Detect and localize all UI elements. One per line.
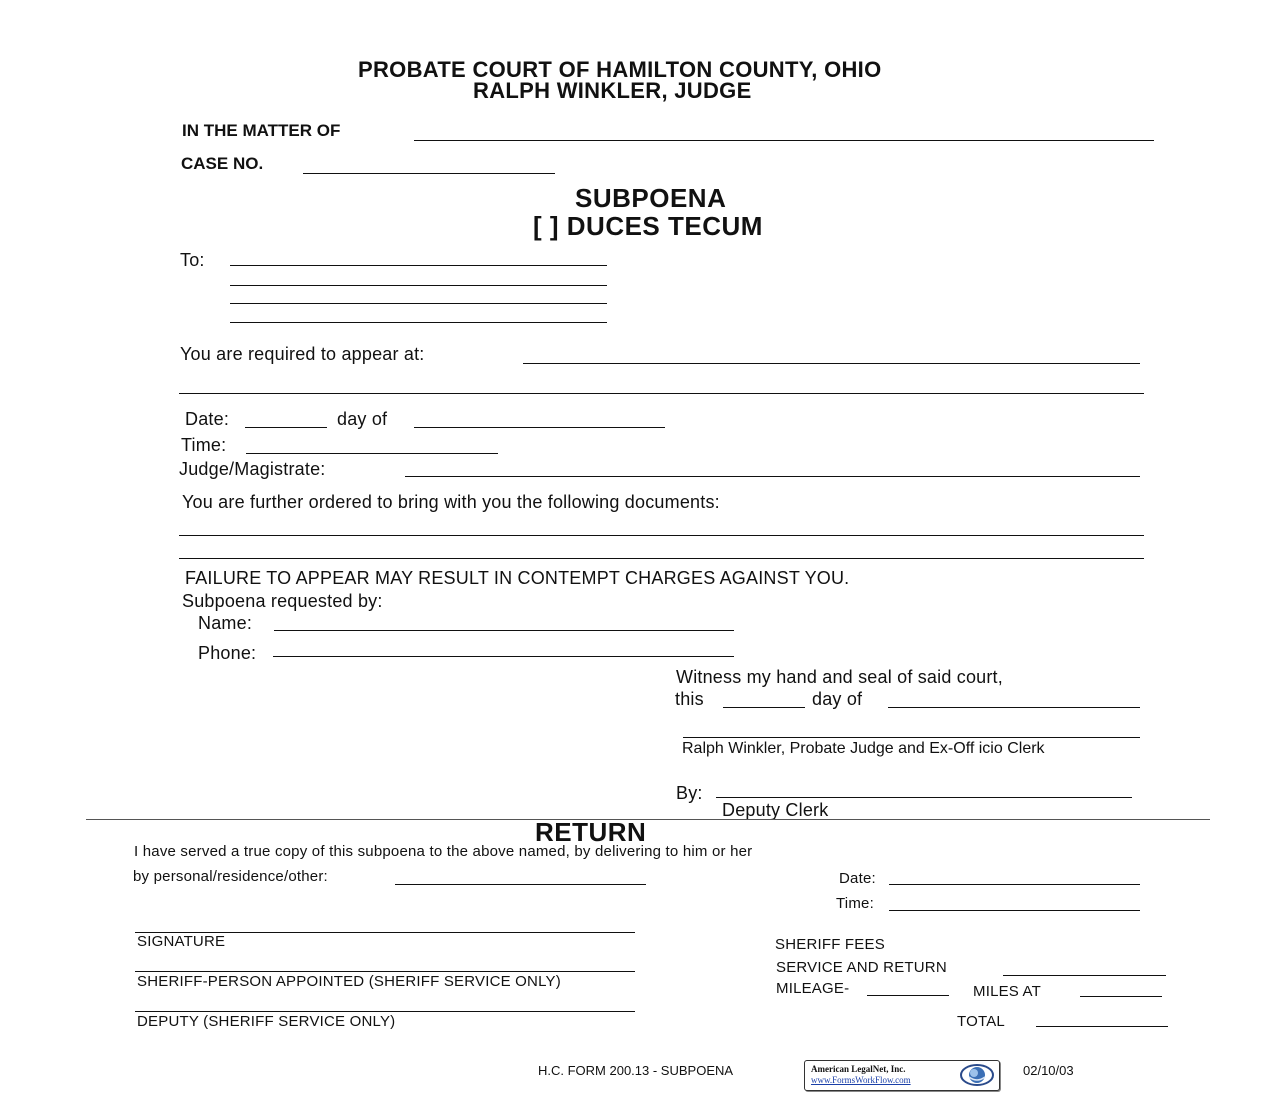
deputy-field[interactable] (135, 1011, 635, 1012)
to-line-1[interactable] (230, 265, 607, 266)
logo-company-name: American LegalNet, Inc. (811, 1064, 906, 1074)
time-label: Time: (181, 435, 227, 455)
globe-icon (959, 1063, 995, 1087)
to-line-4[interactable] (230, 322, 607, 323)
return-time-label: Time: (836, 895, 874, 912)
appear-label: You are required to appear at: (180, 344, 425, 364)
witness-month-field[interactable] (888, 707, 1140, 708)
sheriff-person-label: SHERIFF-PERSON APPOINTED (SHERIFF SERVICE ONLY) (137, 973, 561, 990)
deputy-label: DEPUTY (SHERIFF SERVICE ONLY) (137, 1013, 396, 1030)
to-line-2[interactable] (230, 285, 607, 286)
to-label: To: (180, 250, 205, 270)
appear-field[interactable] (523, 363, 1140, 364)
section-divider (86, 819, 1210, 820)
form-date: 02/10/03 (1023, 1063, 1074, 1078)
witness-day-of-label: day of (812, 689, 863, 709)
judge-signer-label: Ralph Winkler, Probate Judge and Ex-Off icio Clerk (682, 740, 1045, 757)
phone-label: Phone: (198, 643, 257, 663)
phone-field[interactable] (273, 656, 734, 657)
by-label: By: (676, 783, 703, 803)
judge-magistrate-label: Judge/Magistrate: (179, 459, 326, 479)
witness-day-field[interactable] (723, 707, 805, 708)
name-field[interactable] (274, 630, 734, 631)
americanlegalnet-logo[interactable] (804, 1060, 1000, 1091)
return-date-label: Date: (839, 870, 876, 887)
duces-tecum-title: [ ] DUCES TECUM (533, 211, 763, 241)
signature-label: SIGNATURE (137, 933, 226, 950)
documents-field-1[interactable] (179, 535, 1144, 536)
judge-signature-field[interactable] (683, 737, 1140, 738)
judge-magistrate-field[interactable] (405, 476, 1140, 477)
judge-title: RALPH WINKLER, JUDGE (473, 78, 752, 103)
witness-this-label: this (675, 689, 704, 709)
sheriff-fees-label: SHERIFF FEES (775, 936, 885, 953)
court-title: PROBATE COURT OF HAMILTON COUNTY, OHIO (358, 57, 882, 82)
documents-field-2[interactable] (179, 558, 1144, 559)
contempt-warning: FAILURE TO APPEAR MAY RESULT IN CONTEMPT CHARGES AGAINST YOU. (185, 568, 850, 588)
miles-at-label: MILES AT (973, 983, 1042, 1000)
total-label: TOTAL (957, 1013, 1005, 1030)
form-id: H.C. FORM 200.13 - SUBPOENA (538, 1063, 734, 1078)
witness-text: Witness my hand and seal of said court, (676, 667, 1003, 687)
method-field[interactable] (395, 884, 646, 885)
to-line-3[interactable] (230, 303, 607, 304)
return-time-field[interactable] (889, 910, 1140, 911)
case-no-field[interactable] (303, 173, 555, 174)
subpoena-title: SUBPOENA (575, 183, 727, 213)
mileage-field[interactable] (867, 995, 949, 996)
logo-website-link[interactable]: www.FormsWorkFlow.com (811, 1075, 911, 1085)
mileage-label: MILEAGE- (776, 980, 850, 997)
matter-field[interactable] (414, 140, 1154, 141)
service-return-label: SERVICE AND RETURN (776, 959, 947, 976)
sheriff-person-field[interactable] (135, 971, 635, 972)
documents-label: You are further ordered to bring with you the following documents: (182, 492, 720, 512)
matter-label: IN THE MATTER OF (182, 121, 341, 140)
date-label: Date: (185, 409, 230, 429)
case-no-label: CASE NO. (181, 154, 264, 173)
method-label: by personal/residence/other: (133, 868, 328, 885)
service-return-field[interactable] (1003, 975, 1166, 976)
miles-at-field[interactable] (1080, 996, 1162, 997)
return-title: RETURN (535, 817, 647, 847)
name-label: Name: (198, 613, 253, 633)
return-date-field[interactable] (889, 884, 1140, 885)
deputy-clerk-field[interactable] (716, 797, 1132, 798)
total-field[interactable] (1036, 1026, 1168, 1027)
appear-field-2[interactable] (179, 393, 1144, 394)
day-of-label: day of (337, 409, 388, 429)
requested-by-label: Subpoena requested by: (182, 591, 383, 611)
deputy-clerk-label: Deputy Clerk (722, 800, 829, 820)
date-day-field[interactable] (245, 427, 327, 428)
date-month-field[interactable] (414, 427, 665, 428)
time-field[interactable] (246, 453, 498, 454)
served-text: I have served a true copy of this subpoena to the above named, by delivering to him or her (134, 843, 753, 860)
